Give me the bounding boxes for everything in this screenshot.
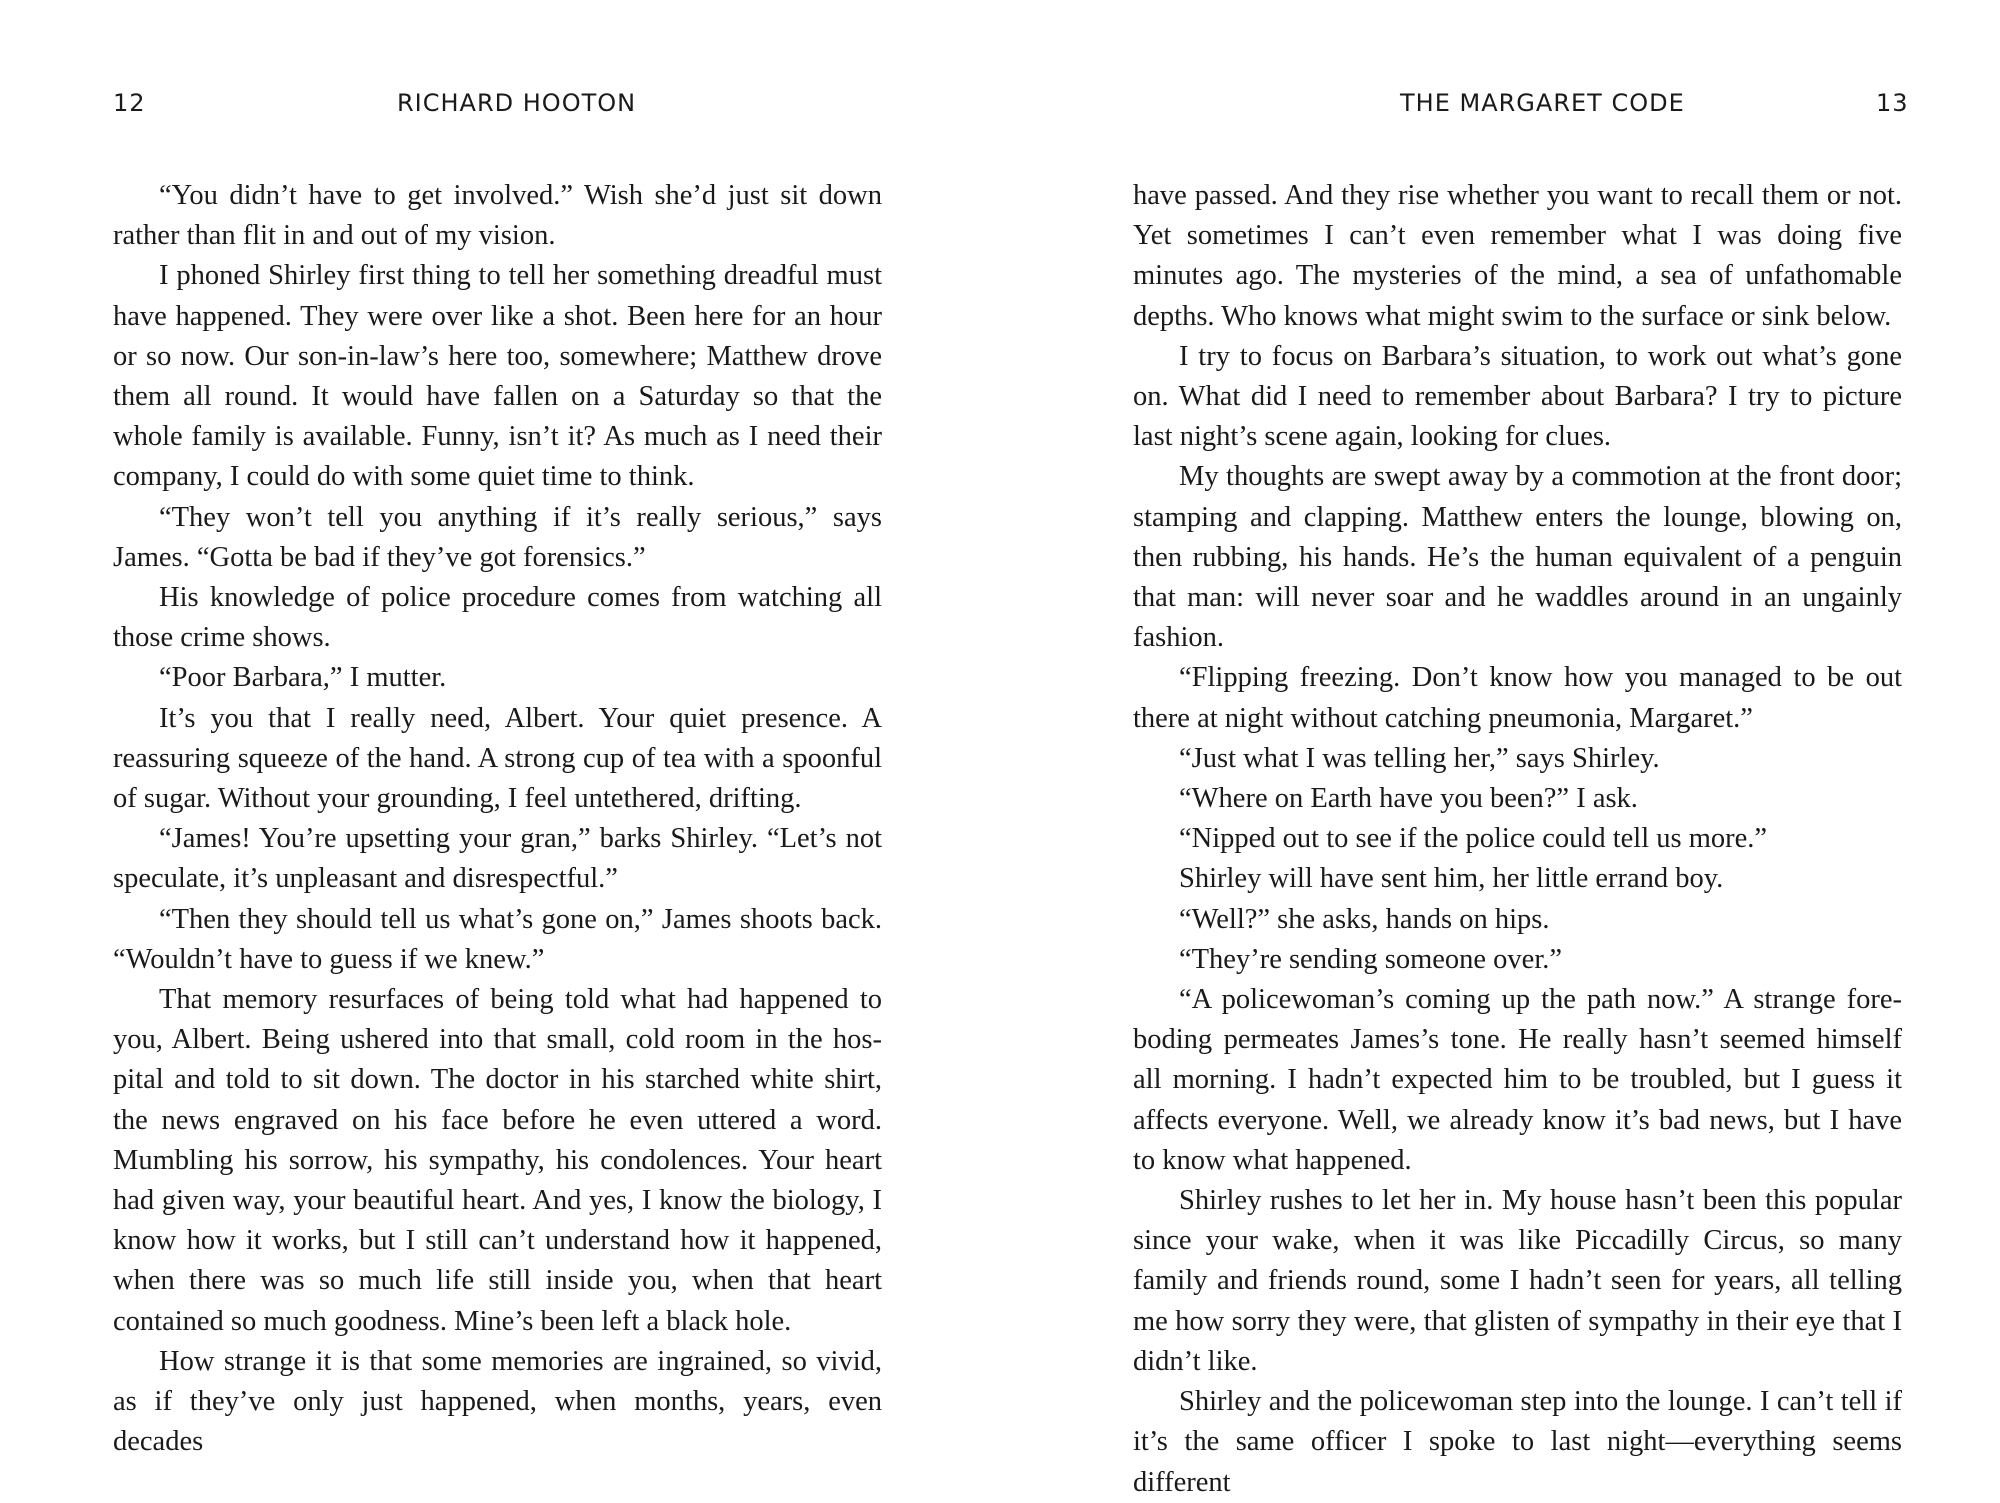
- page-body: [1133, 176, 1902, 1503]
- paragraph: How strange it is that some memories are ingrained, so vivid, as if they’ve only just happened, when months, years, even decades: [113, 1345, 882, 1458]
- paragraph: “Well?” she asks, hands on hips.: [1179, 903, 1550, 935]
- right-page: [1000, 0, 2000, 1500]
- paragraph: “They’re sending someone over.”: [1179, 943, 1563, 975]
- paragraph-continuation: have passed. And they rise whether you want to recall them or not. Yet sometimes I can’t even remember what I was doing five minutes ago. The mysteries of the mind, a sea of unfathomable depths. Who knows what might swim to the surface or sink below.: [1133, 180, 1902, 332]
- paragraph: “You didn’t have to get involved.” Wish she’d just sit down rather than flit in and out of my vision.: [113, 180, 882, 252]
- paragraph: “Just what I was telling her,” says Shirley.: [1179, 742, 1660, 774]
- page-number: 12: [113, 89, 146, 117]
- paragraph: His knowledge of police procedure comes from watching all those crime shows.: [113, 582, 882, 654]
- paragraph: Shirley will have sent him, her little errand boy.: [1179, 863, 1724, 895]
- paragraph: “Nipped out to see if the police could tell us more.”: [1179, 823, 1768, 855]
- page-number: 13: [1876, 89, 1909, 117]
- paragraph: Shirley and the policewoman step into the lounge. I can’t tell if it’s the same officer I spoke to last night—everything seems different: [1133, 1386, 1902, 1498]
- paragraph: “They won’t tell you anything if it’s really serious,” says James. “Gotta be bad if they’ve got forensics.”: [113, 501, 882, 573]
- paragraph: “Poor Barbara,” I mutter.: [159, 662, 447, 694]
- paragraph: It’s you that I really need, Albert. Your quiet presence. A reassuring squeeze of the hand. A strong cup of tea with a spoonful of sugar. Without your grounding, I feel untethered, drifting.: [113, 702, 882, 815]
- paragraph: I try to focus on Barbara’s situation, to work out what’s gone on. What did I need to remember about Barbara? I try to picture last night’s scene again, looking for clues.: [1133, 340, 1902, 453]
- paragraph: Shirley rushes to let her in. My house hasn’t been this popular since your wake, when it was like Piccadilly Circus, so many family and friends round, some I hadn’t seen for years, all telling me how sorry they were, that glisten of sympathy in their eye that I didn’t like.: [1133, 1185, 1902, 1377]
- paragraph: That memory resurfaces of being told what had happened to you, Albert. Being ushered into that small, cold room in the hospital and told to sit down. The doctor in his starched white shirt, the news engraved on his face before he even uttered a word. Mumbling his sorrow, his sympathy, his condolences. Your heart had given way, your beautiful heart. And yes, I know the biology, I know how it works, but I still can’t understand how it happened, when there was so much life still inside you, when that heart contained so much goodness. Mine’s been left a black hole.: [113, 984, 882, 1337]
- paragraph: I phoned Shirley first thing to tell her something dreadful must have happened. They were over like a shot. Been here for an hour or so now. Our son-in-law’s here too, somewhere; Matthew drove them all round. It would have fallen on a Saturday so that the whole family is available. Funny, isn’t it? As much as I need their company, I could do with some quiet time to think.: [113, 260, 882, 493]
- paragraph: “Where on Earth have you been?” I ask.: [1179, 783, 1638, 815]
- running-head-title: THE MARGARET CODE: [1400, 89, 1685, 117]
- running-head-author: RICHARD HOOTON: [397, 89, 637, 117]
- paragraph: My thoughts are swept away by a commotion at the front door; stamping and clapping. Matthew enters the lounge, blowing on, then rubbing, his hands. He’s the human equivalent of a penguin that man: will never soar and he waddles around in an ungainly fashion.: [1133, 461, 1902, 654]
- paragraph: “Then they should tell us what’s gone on,” James shoots back. “Wouldn’t have to guess if we knew.”: [113, 903, 882, 975]
- paragraph: “Flipping freezing. Don’t know how you managed to be out there at night without catching pneumonia, Margaret.”: [1133, 662, 1902, 734]
- paragraph: “James! You’re upsetting your gran,” barks Shirley. “Let’s not speculate, it’s unpleasant and disrespectful.”: [113, 823, 882, 895]
- page-body: [113, 176, 882, 1463]
- paragraph: “A policewoman’s coming up the path now.” A strange foreboding permeates James’s tone. He really hasn’t seemed himself all morning. I hadn’t expected him to be troubled, but I guess it affects everyone. Well, we already know it’s bad news, but I have to know what happened.: [1133, 984, 1902, 1176]
- left-page: [0, 0, 1000, 1500]
